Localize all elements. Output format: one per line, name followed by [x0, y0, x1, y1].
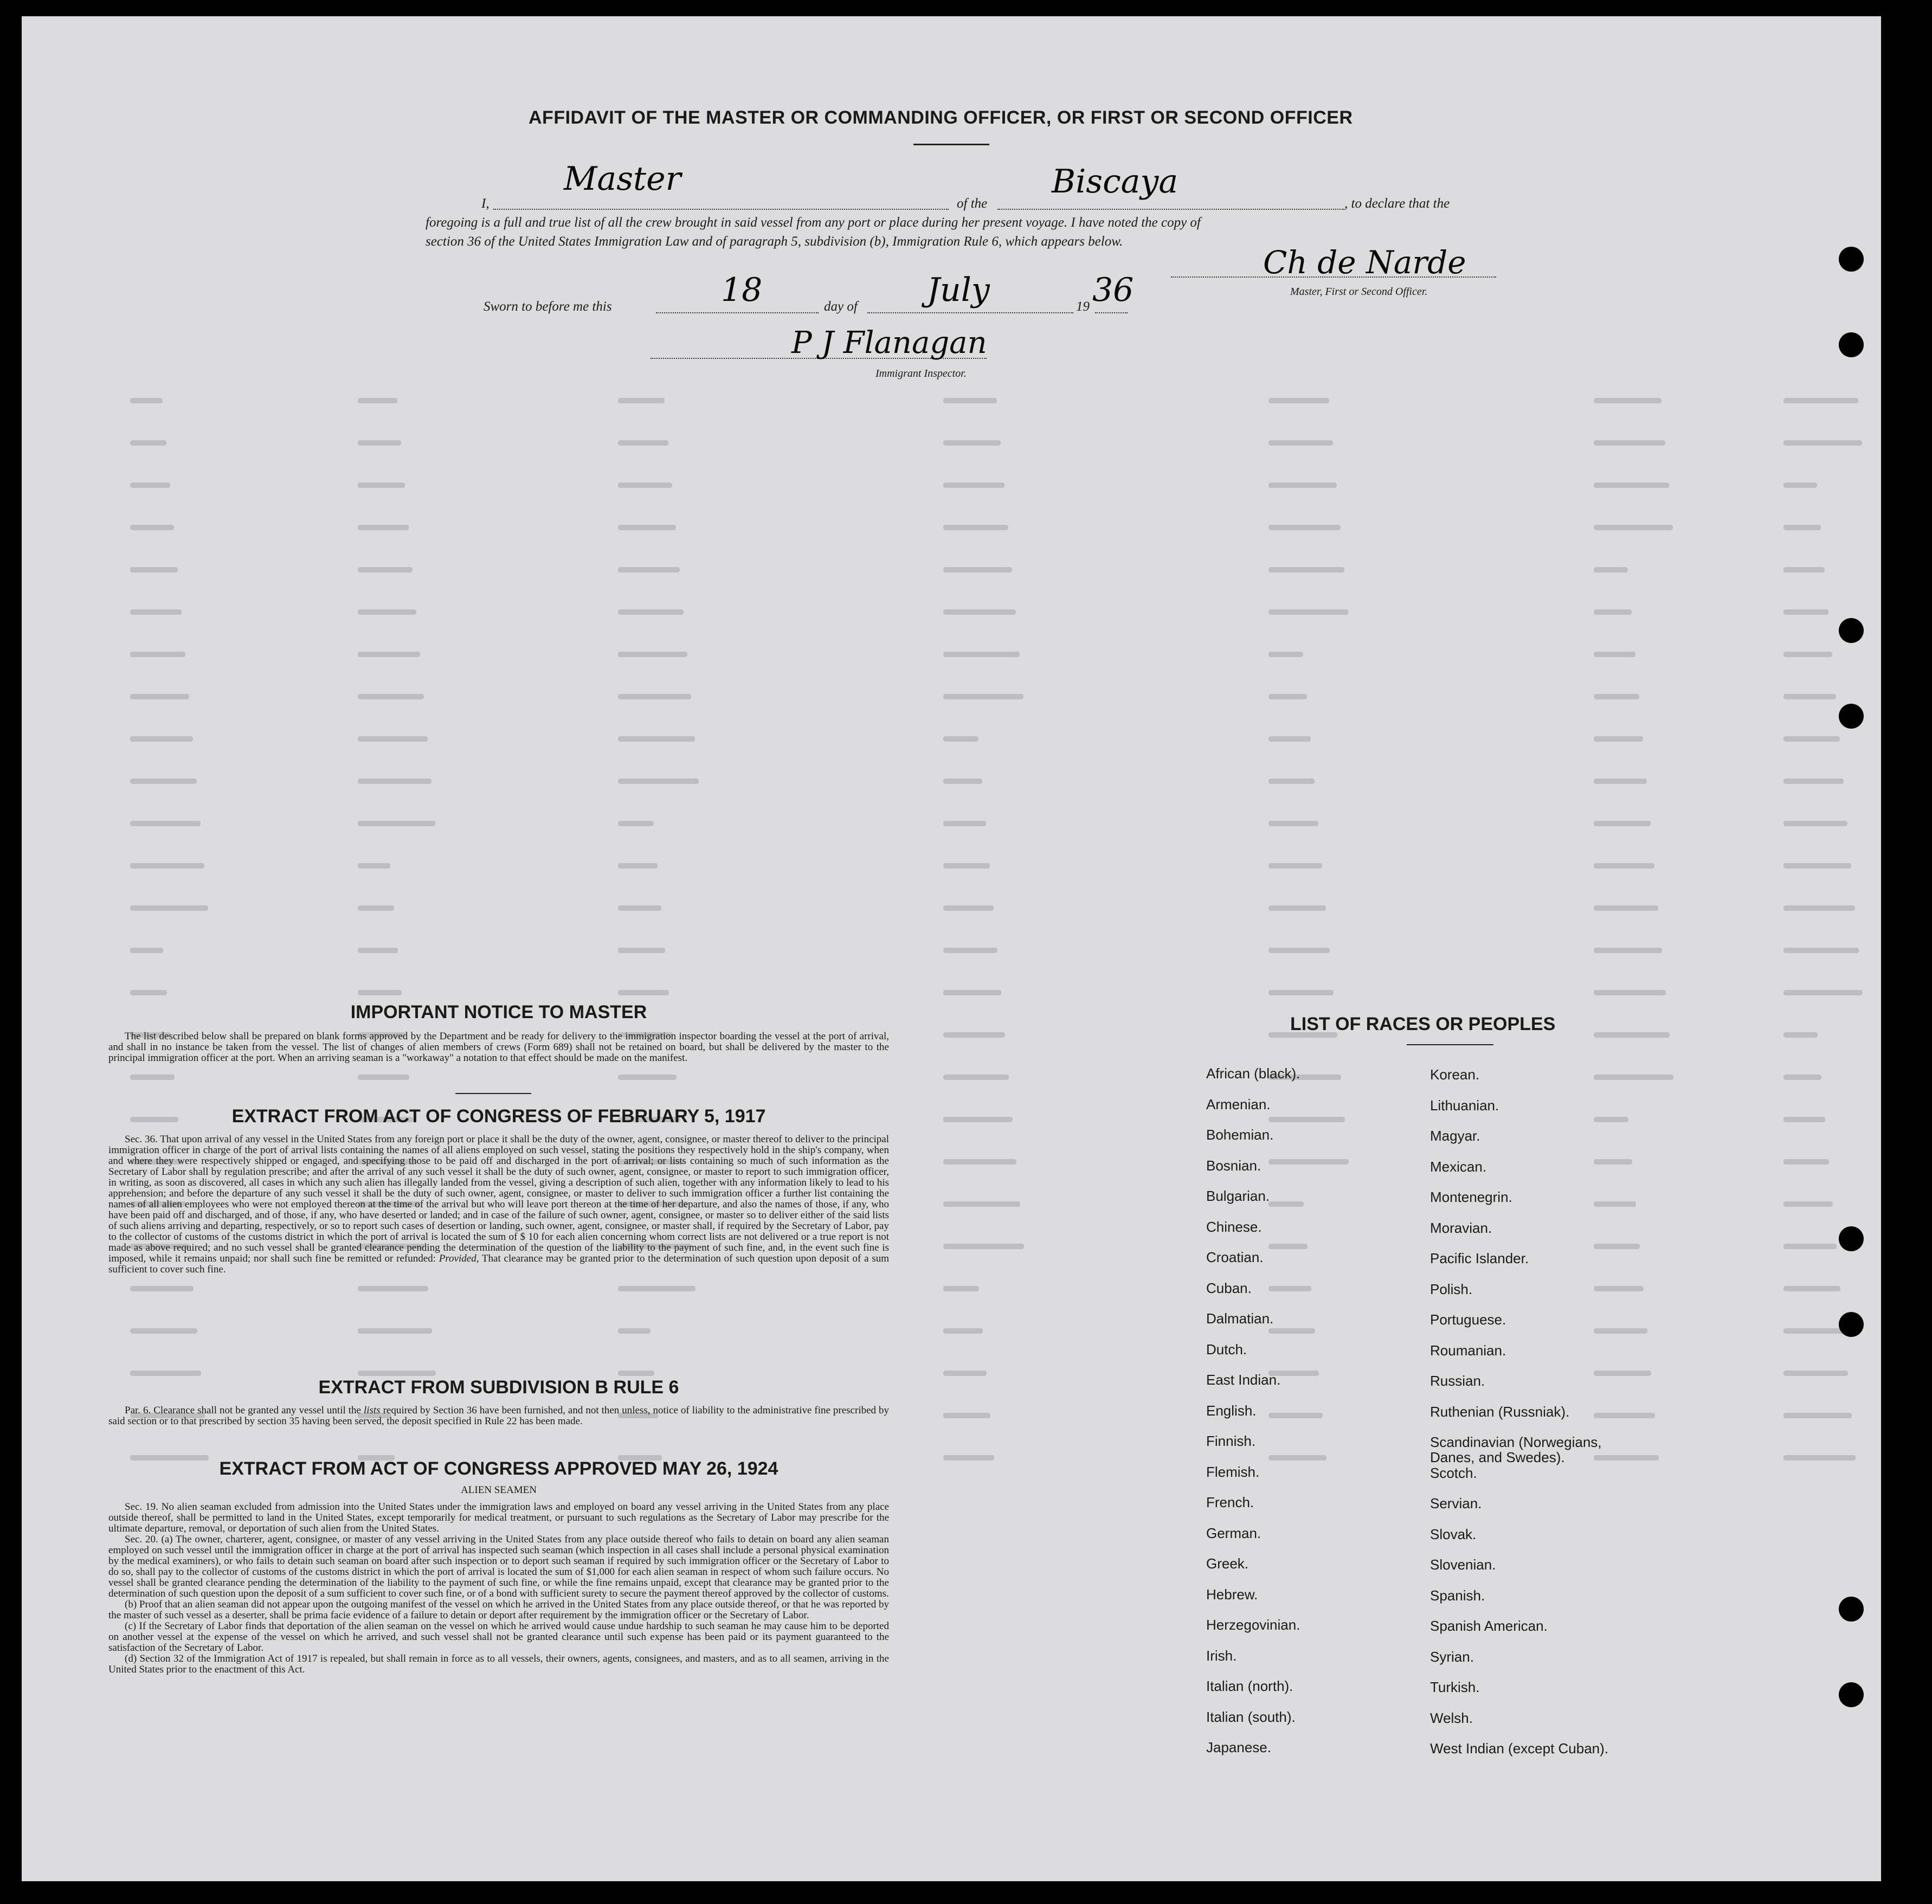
- year-suffix: 36: [1092, 271, 1134, 309]
- bleed-through-mark: [130, 652, 185, 657]
- bleed-through-mark: [1594, 1286, 1644, 1291]
- bleed-through-mark: [358, 398, 397, 403]
- extract-1917-text: [108, 1134, 889, 1275]
- bleed-through-mark: [1783, 1159, 1829, 1165]
- bleed-through-mark: [1268, 440, 1333, 446]
- bleed-through-mark: [358, 1371, 436, 1376]
- officer-rank: Master: [564, 160, 681, 198]
- bleed-through-mark: [618, 1286, 695, 1291]
- document-page: [22, 16, 1881, 1881]
- bleed-through-mark: [1783, 1032, 1818, 1038]
- bleed-through-mark: [943, 863, 990, 869]
- bleed-through-mark: [1783, 821, 1847, 826]
- bleed-through-mark: [1268, 609, 1348, 615]
- bleed-through-mark: [943, 990, 1001, 995]
- bleed-through-mark: [943, 483, 1004, 488]
- bleed-through-mark: [1594, 779, 1647, 784]
- notice-title: IMPORTANT NOTICE TO MASTER: [350, 1002, 647, 1022]
- sworn-month: July: [927, 271, 990, 309]
- punch-hole: [1839, 704, 1864, 729]
- bleed-through-mark: [1268, 779, 1315, 784]
- race-entry: Spanish.: [1430, 1587, 1485, 1604]
- race-entry: Magyar.: [1430, 1128, 1480, 1144]
- race-entry: Danes, and Swedes).: [1430, 1449, 1565, 1465]
- bleed-through-mark: [1783, 609, 1828, 615]
- extract-1924-text: [108, 1502, 889, 1675]
- bleed-through-mark: [1594, 440, 1665, 446]
- extract-rule6-title: EXTRACT FROM SUBDIVISION B RULE 6: [318, 1377, 679, 1398]
- bleed-through-mark: [130, 1371, 201, 1376]
- punch-hole: [1839, 1597, 1864, 1622]
- bleed-through-mark: [130, 398, 163, 403]
- race-entry: Bohemian.: [1206, 1127, 1274, 1143]
- bleed-through-mark: [943, 1159, 1016, 1165]
- vessel-name: Biscaya: [1052, 163, 1178, 201]
- bleed-through-mark: [943, 1328, 983, 1334]
- race-entry: Mexican.: [1430, 1158, 1487, 1175]
- bleed-through-mark: [618, 440, 668, 446]
- bleed-through-mark: [1594, 948, 1662, 953]
- bleed-through-mark: [1594, 1328, 1647, 1334]
- bleed-through-mark: [358, 948, 398, 953]
- bleed-through-mark: [1594, 1075, 1673, 1080]
- race-entry: Irish.: [1206, 1647, 1237, 1664]
- race-entry: Greek.: [1206, 1555, 1249, 1572]
- bleed-through-mark: [1783, 567, 1825, 573]
- sec36-text: Sec. 36. That upon arrival of any vessel in the United States from any foreign port or place it shall be the duty of the owner, agent, consignee, or master thereof to deliver to the principal immigration officer in charge of the port of arrival lists containing the names of all aliens employed on such vessel, stating the positions they respectively hold in the ship's company, when and where they were respectively shipped or engaged, and specifying those to be paid off and discharged in the port of arrival; or lists containing so much of such information as the Secretary of Labor shall by regulation prescribe; and after the arrival of any such vessel it shall be the duty of such owner, agent, consignee, or master to report to such immigration officer, in writing, as soon as discovered, all cases in which any such alien has illegally landed from the vessel, giving a description of such alien, together with any information likely to lead to his apprehension; and before the departure of any such vessel it shall be the duty of such owner, agent, consignee, or master to deliver to such immigration officer a further list containing the names of all alien employees who were not employed thereon at the time of the arrival but who will leave port thereon at the time of her departure, and also the names of those, if any, who have been paid off and discharged, and of those, if any, who have deserted or landed; and in case of the failure of such owner, agent, consignee, or master so to deliver either of the said lists of such aliens arriving and departing, respectively, or so to report such cases of desertion or landing, such owner, agent, consignee, or master shall, if required by the Secretary of Labor, pay to the collector of customs of the customs district in which the port of arrival is located the sum of $ 10 for each alien concerning whom correct lists are not delivered or a true report is not made as above required; and no such vessel shall be granted clearance pending the determination of the question of the liability to the payment of such fine, and, in the event such fine is imposed, while it remains unpaid; nor shall such fine be remitted or refunded:: [108, 1134, 889, 1264]
- bleed-through-row: [130, 898, 1854, 919]
- bleed-through-row: [130, 1278, 1854, 1300]
- bleed-through-row: [130, 1067, 1854, 1089]
- lists-word: lists: [363, 1405, 381, 1416]
- race-entry: Bosnian.: [1206, 1157, 1261, 1174]
- bleed-through-mark: [130, 609, 182, 615]
- bleed-through-mark: [618, 779, 699, 784]
- bleed-through-mark: [943, 525, 1008, 530]
- bleed-through-mark: [1268, 525, 1341, 530]
- bleed-through-row: [130, 517, 1854, 539]
- master-signature: Ch de Narde: [1263, 244, 1466, 281]
- bleed-through-mark: [1783, 1328, 1844, 1334]
- race-entry: German.: [1206, 1525, 1261, 1541]
- bleed-through-mark: [618, 905, 661, 911]
- bleed-through-mark: [130, 905, 208, 911]
- bleed-through-mark: [1594, 694, 1639, 699]
- bleed-through-row: [130, 433, 1854, 454]
- bleed-through-mark: [1268, 483, 1337, 488]
- bleed-through-mark: [1594, 1371, 1651, 1376]
- race-entry: Dutch.: [1206, 1341, 1247, 1358]
- bleed-through-row: [130, 644, 1854, 666]
- bleed-through-mark: [130, 1328, 197, 1334]
- bleed-through-mark: [1594, 1455, 1659, 1461]
- punch-hole: [1839, 618, 1864, 643]
- notice-rule: [455, 1093, 531, 1094]
- bleed-through-mark: [1594, 821, 1651, 826]
- bleed-through-row: [130, 729, 1854, 750]
- bleed-through-mark: [358, 821, 435, 826]
- sec20d-text: (d) Section 32 of the Immigration Act of 1917 is repealed, but shall remain in force as to all vessels, their owners, agents, consignees, and masters, and as to all seamen, arriving in the United States prior to the enactment of this Act.: [108, 1653, 889, 1675]
- race-entry: Croatian.: [1206, 1249, 1264, 1265]
- bleed-through-mark: [358, 483, 405, 488]
- race-entry: Montenegrin.: [1430, 1189, 1512, 1205]
- sec36-text-end: That clearance may be granted prior to the determination of such question upon deposit of a sum sufficient to cover such fine.: [108, 1253, 889, 1275]
- bleed-through-mark: [1783, 525, 1821, 530]
- bleed-through-row: [130, 813, 1854, 835]
- bleed-through-mark: [1594, 905, 1658, 911]
- bleed-through-mark: [1594, 736, 1643, 742]
- bleed-through-mark: [1783, 652, 1832, 657]
- bleed-through-mark: [130, 948, 163, 953]
- title-rule: [913, 144, 989, 145]
- bleed-through-mark: [1594, 1201, 1636, 1207]
- race-entry: Scandinavian (Norwegians,: [1430, 1434, 1602, 1450]
- bleed-through-row: [130, 686, 1854, 708]
- bleed-through-mark: [358, 779, 432, 784]
- race-entry: Servian.: [1430, 1495, 1482, 1511]
- affidavit-i: I,: [481, 196, 490, 211]
- race-entry: Italian (north).: [1206, 1678, 1293, 1694]
- punch-hole: [1839, 1682, 1864, 1707]
- affidavit-declare: , to declare that the: [1344, 196, 1450, 211]
- bleed-through-mark: [618, 1075, 677, 1080]
- bleed-through-mark: [1594, 1244, 1640, 1249]
- sec20a-text: Sec. 20. (a) The owner, charterer, agent, consignee, or master of any vessel arriving in the United States from any place outside thereof who fails to detain on board any alien seaman employed on such vessel until the immigration officer in charge at the port of arrival has inspected such seaman (which inspection in all cases shall include a personal physical examination by the medical examiners), or who fails to detain such seaman on board after such inspection or to deport such seaman if required by such immigration officer or the Secretary of Labor to do so, shall pay to the collector of customs of the customs district in which the port of arrival is located the sum of $1,000 for each alien seaman in respect of whom such failure occurs. No vessel shall be granted clearance pending the determination of the liability to the payment of such fine, or while the fine remains unpaid, except that clearance may be granted prior to the determination of such question upon the deposit of a sum sufficient to cover such fine, or of a bond with sufficient surety to secure the payment thereof approved by the collector of customs.: [108, 1534, 889, 1599]
- punch-hole: [1839, 1312, 1864, 1337]
- bleed-through-mark: [358, 609, 416, 615]
- race-entry: Herzegovinian.: [1206, 1617, 1300, 1633]
- bleed-through-mark: [943, 1371, 987, 1376]
- bleed-through-mark: [1268, 652, 1303, 657]
- bleed-through-mark: [618, 694, 691, 699]
- sec20b-text: (b) Proof that an alien seaman did not appear upon the outgoing manifest of the vessel on which he arrived in the United States from any place outside thereof, or that he was reported by the master of such vessel as a deserter, shall be prima facie evidence of a failure to detain or deport after requirement by the immigration officer or the Secretary of Labor.: [108, 1599, 889, 1621]
- bleed-through-mark: [1268, 1328, 1315, 1334]
- bleed-through-mark: [1594, 483, 1669, 488]
- bleed-through-mark: [1594, 398, 1661, 403]
- bleed-through-mark: [130, 525, 174, 530]
- bleed-through-mark: [1268, 948, 1330, 953]
- bleed-through-mark: [618, 609, 684, 615]
- affidavit-line2: foregoing is a full and true list of all the crew brought in said vessel from any port or place during her present voyage. I have noted the copy of: [426, 215, 1201, 230]
- bleed-through-mark: [1783, 1201, 1833, 1207]
- bleed-through-mark: [618, 990, 669, 995]
- race-entry: Scotch.: [1430, 1464, 1477, 1481]
- bleed-through-mark: [943, 609, 1016, 615]
- bleed-through-mark: [1268, 863, 1322, 869]
- bleed-through-mark: [1783, 694, 1836, 699]
- bleed-through-mark: [1268, 567, 1344, 573]
- races-rule: [1407, 1044, 1493, 1045]
- bleed-through-mark: [1594, 652, 1635, 657]
- bleed-through-mark: [943, 905, 994, 911]
- bleed-through-mark: [1594, 1159, 1632, 1165]
- par6-text-end: required by Section 36 have been furnished, and not then unless, notice of liability to the administrative fine prescribed by said section or to that prescribed by section 35 having been served, the deposit specified in Rule 22 has been made.: [108, 1405, 890, 1427]
- rank-line: [493, 209, 949, 210]
- bleed-through-mark: [1783, 736, 1840, 742]
- punch-hole: [1839, 247, 1864, 272]
- bleed-through-mark: [130, 694, 189, 699]
- race-entry: Hebrew.: [1206, 1586, 1258, 1603]
- bleed-through-mark: [943, 1244, 1024, 1249]
- race-entry: Lithuanian.: [1430, 1097, 1499, 1114]
- race-entry: Flemish.: [1206, 1463, 1260, 1480]
- bleed-through-mark: [1783, 905, 1855, 911]
- notice-paragraph: The list described below shall be prepared on blank forms approved by the Department and be ready for delivery to the immigration inspector boarding the vessel at the port of arrival, and shall in no instance be taken from the vessel. The list of changes of alien members of crews (Form 689) shall not be retained on board, but shall be delivered by the master to the principal immigration officer at the port. When an arriving seaman is a "workaway" a notation to that effect should be made on the manifest.: [108, 1031, 889, 1064]
- affidavit-of-the: of the: [957, 196, 988, 211]
- bleed-through-mark: [130, 779, 197, 784]
- race-entry: East Indian.: [1206, 1372, 1281, 1388]
- bleed-through-mark: [618, 1328, 651, 1334]
- punch-hole: [1839, 1226, 1864, 1251]
- bleed-through-mark: [618, 948, 665, 953]
- year-line: [1095, 312, 1128, 313]
- race-entry: Italian (south).: [1206, 1708, 1296, 1725]
- notice-text: [108, 1031, 889, 1064]
- race-entry: Welsh.: [1430, 1709, 1473, 1726]
- bleed-through-row: [130, 1321, 1854, 1342]
- alien-seamen-subtitle: ALIEN SEAMEN: [461, 1484, 537, 1496]
- bleed-through-mark: [358, 863, 390, 869]
- bleed-through-mark: [943, 398, 997, 403]
- vessel-line: [997, 209, 1344, 210]
- race-entry: Chinese.: [1206, 1218, 1262, 1235]
- race-entry: Slovak.: [1430, 1526, 1477, 1542]
- day-of: day of: [824, 299, 858, 314]
- race-entry: Syrian.: [1430, 1648, 1474, 1665]
- punch-hole: [1839, 332, 1864, 357]
- race-entry: Cuban.: [1206, 1279, 1252, 1296]
- bleed-through-mark: [1783, 1075, 1821, 1080]
- bleed-through-mark: [130, 990, 167, 995]
- bleed-through-mark: [358, 1328, 432, 1334]
- bleed-through-mark: [358, 652, 420, 657]
- bleed-through-row: [130, 602, 1854, 623]
- bleed-through-mark: [943, 440, 1001, 446]
- extract-1917-title: EXTRACT FROM ACT OF CONGRESS OF FEBRUARY 5, 1917: [231, 1106, 766, 1127]
- affidavit-title: AFFIDAVIT OF THE MASTER OR COMMANDING OFFICER, OR FIRST OR SECOND OFFICER: [529, 107, 1353, 128]
- bleed-through-mark: [943, 1455, 994, 1461]
- bleed-through-mark: [1783, 1286, 1840, 1291]
- bleed-through-mark: [1783, 779, 1844, 784]
- bleed-through-mark: [1268, 990, 1334, 995]
- bleed-through-mark: [618, 483, 672, 488]
- month-line: [867, 312, 1073, 313]
- bleed-through-mark: [1783, 483, 1817, 488]
- bleed-through-mark: [1268, 1455, 1326, 1461]
- bleed-through-mark: [618, 1371, 654, 1376]
- bleed-through-mark: [618, 652, 687, 657]
- race-entry: Russian.: [1430, 1373, 1485, 1389]
- bleed-through-mark: [1594, 1117, 1628, 1122]
- bleed-through-mark: [130, 483, 170, 488]
- bleed-through-mark: [1268, 821, 1318, 826]
- race-entry: African (black).: [1206, 1065, 1300, 1082]
- bleed-through-row: [130, 940, 1854, 962]
- bleed-through-mark: [130, 567, 178, 573]
- bleed-through-mark: [358, 905, 394, 911]
- bleed-through-mark: [1594, 525, 1673, 530]
- bleed-through-mark: [1268, 1413, 1323, 1418]
- bleed-through-mark: [943, 1117, 1013, 1122]
- bleed-through-mark: [943, 694, 1023, 699]
- affidavit-line3: section 36 of the United States Immigration Law and of paragraph 5, subdivision (b), Immigration Rule 6, which appears below.: [426, 234, 1123, 249]
- bleed-through-mark: [1268, 1244, 1308, 1249]
- year-prefix: 19: [1076, 299, 1090, 314]
- bleed-through-mark: [943, 736, 978, 742]
- bleed-through-mark: [358, 736, 428, 742]
- bleed-through-mark: [943, 652, 1020, 657]
- provided-word: Provided,: [439, 1253, 479, 1264]
- bleed-through-mark: [1268, 905, 1326, 911]
- day-line: [656, 312, 819, 313]
- bleed-through-mark: [943, 1413, 990, 1418]
- bleed-through-mark: [358, 525, 409, 530]
- extract-1924-title: EXTRACT FROM ACT OF CONGRESS APPROVED MAY 26, 1924: [219, 1458, 778, 1479]
- bleed-through-mark: [1594, 567, 1628, 573]
- bleed-through-mark: [943, 948, 997, 953]
- bleed-through-mark: [1594, 863, 1654, 869]
- race-entry: Spanish American.: [1430, 1618, 1548, 1634]
- bleed-through-mark: [130, 821, 201, 826]
- bleed-through-mark: [1783, 1455, 1856, 1461]
- inspector-signature: P J Flanagan: [791, 325, 987, 361]
- bleed-through-mark: [943, 567, 1012, 573]
- bleed-through-row: [130, 559, 1854, 581]
- bleed-through-mark: [1783, 1413, 1852, 1418]
- race-entry: Japanese.: [1206, 1739, 1271, 1755]
- race-entry: Roumanian.: [1430, 1342, 1506, 1359]
- races-title: LIST OF RACES OR PEOPLES: [1290, 1014, 1556, 1034]
- extract-rule6-text: [108, 1405, 889, 1427]
- inspector-caption: Immigrant Inspector.: [875, 368, 967, 379]
- bleed-through-mark: [358, 440, 401, 446]
- bleed-through-mark: [358, 990, 402, 995]
- race-entry: Ruthenian (Russniak).: [1430, 1403, 1570, 1420]
- bleed-through-mark: [618, 567, 680, 573]
- bleed-through-mark: [618, 821, 654, 826]
- sworn-prefix: Sworn to before me this: [484, 299, 612, 314]
- bleed-through-mark: [1268, 1159, 1349, 1165]
- bleed-through-mark: [1783, 1117, 1825, 1122]
- race-entry: Portuguese.: [1430, 1311, 1506, 1328]
- bleed-through-row: [130, 982, 1854, 1004]
- bleed-through-mark: [943, 821, 986, 826]
- bleed-through-mark: [130, 863, 204, 869]
- race-entry: Dalmatian.: [1206, 1310, 1274, 1327]
- race-entry: Polish.: [1430, 1281, 1473, 1297]
- bleed-through-mark: [130, 1286, 194, 1291]
- bleed-through-mark: [943, 1075, 1009, 1080]
- bleed-through-mark: [618, 525, 676, 530]
- par6-text: Par. 6. Clearance shall not be granted any vessel until the: [125, 1405, 361, 1416]
- bleed-through-mark: [618, 736, 695, 742]
- bleed-through-mark: [1783, 948, 1859, 953]
- bleed-through-mark: [618, 863, 658, 869]
- bleed-through-row: [130, 475, 1854, 497]
- bleed-through-mark: [358, 1075, 409, 1080]
- bleed-through-row: [130, 855, 1854, 877]
- sec19-text: Sec. 19. No alien seaman excluded from admission into the United States under the immigration laws and employed on board any vessel arriving in the United States from any place outside thereof, shall be permitted to land in the United States, except temporarily for medical treatment, or pursuant to such regulations as the Secretary of Labor may prescribe for the ultimate departure, removal, or deportation of such alien from the United States.: [108, 1501, 889, 1534]
- bleed-through-mark: [1268, 694, 1307, 699]
- race-entry: Moravian.: [1430, 1219, 1492, 1236]
- bleed-through-mark: [130, 1075, 175, 1080]
- bleed-through-mark: [1594, 990, 1666, 995]
- bleed-through-mark: [1268, 736, 1311, 742]
- race-entry: French.: [1206, 1494, 1254, 1510]
- race-entry: English.: [1206, 1402, 1257, 1419]
- bleed-through-mark: [1594, 1413, 1655, 1418]
- bleed-through-mark: [358, 694, 424, 699]
- bleed-through-mark: [358, 567, 413, 573]
- bleed-through-mark: [943, 779, 982, 784]
- bleed-through-mark: [1783, 398, 1858, 403]
- bleed-through-mark: [1783, 1244, 1837, 1249]
- race-entry: Turkish.: [1430, 1679, 1480, 1695]
- bleed-through-mark: [1783, 440, 1862, 446]
- bleed-through-mark: [130, 440, 166, 446]
- bleed-through-mark: [618, 398, 665, 403]
- bleed-through-row: [130, 771, 1854, 793]
- bleed-through-mark: [1783, 863, 1851, 869]
- bleed-through-mark: [1783, 1371, 1848, 1376]
- race-entry: Armenian.: [1206, 1096, 1271, 1112]
- bleed-through-mark: [943, 1286, 979, 1291]
- race-entry: Finnish.: [1206, 1433, 1256, 1449]
- bleed-through-mark: [1268, 1286, 1311, 1291]
- sec20c-text: (c) If the Secretary of Labor finds that deportation of the alien seaman on the vessel on which he arrived would cause undue hardship to such seaman he may cause him to be deported on another vessel at the expense of the vessel on which he arrived, and such vessel shall not be granted clearance until such expense has been paid or its payment guaranteed to the satisfaction of the Secretary of Labor.: [108, 1620, 889, 1654]
- master-caption: Master, First or Second Officer.: [1290, 286, 1428, 298]
- bleed-through-mark: [1594, 609, 1632, 615]
- bleed-through-mark: [358, 1286, 428, 1291]
- bleed-through-row: [130, 390, 1854, 412]
- race-entry: West Indian (except Cuban).: [1430, 1740, 1609, 1757]
- bleed-through-mark: [130, 736, 193, 742]
- bleed-through-mark: [943, 1201, 1020, 1207]
- bleed-through-mark: [1268, 398, 1329, 403]
- race-entry: Korean.: [1430, 1066, 1480, 1083]
- race-entry: Pacific Islander.: [1430, 1250, 1529, 1266]
- bleed-through-mark: [943, 1032, 1005, 1038]
- bleed-through-mark: [1783, 990, 1863, 995]
- race-entry: Slovenian.: [1430, 1556, 1496, 1573]
- bleed-through-mark: [1268, 1117, 1345, 1122]
- sworn-day: 18: [721, 271, 763, 309]
- bleed-through-mark: [1268, 1201, 1304, 1207]
- race-entry: Bulgarian.: [1206, 1188, 1270, 1204]
